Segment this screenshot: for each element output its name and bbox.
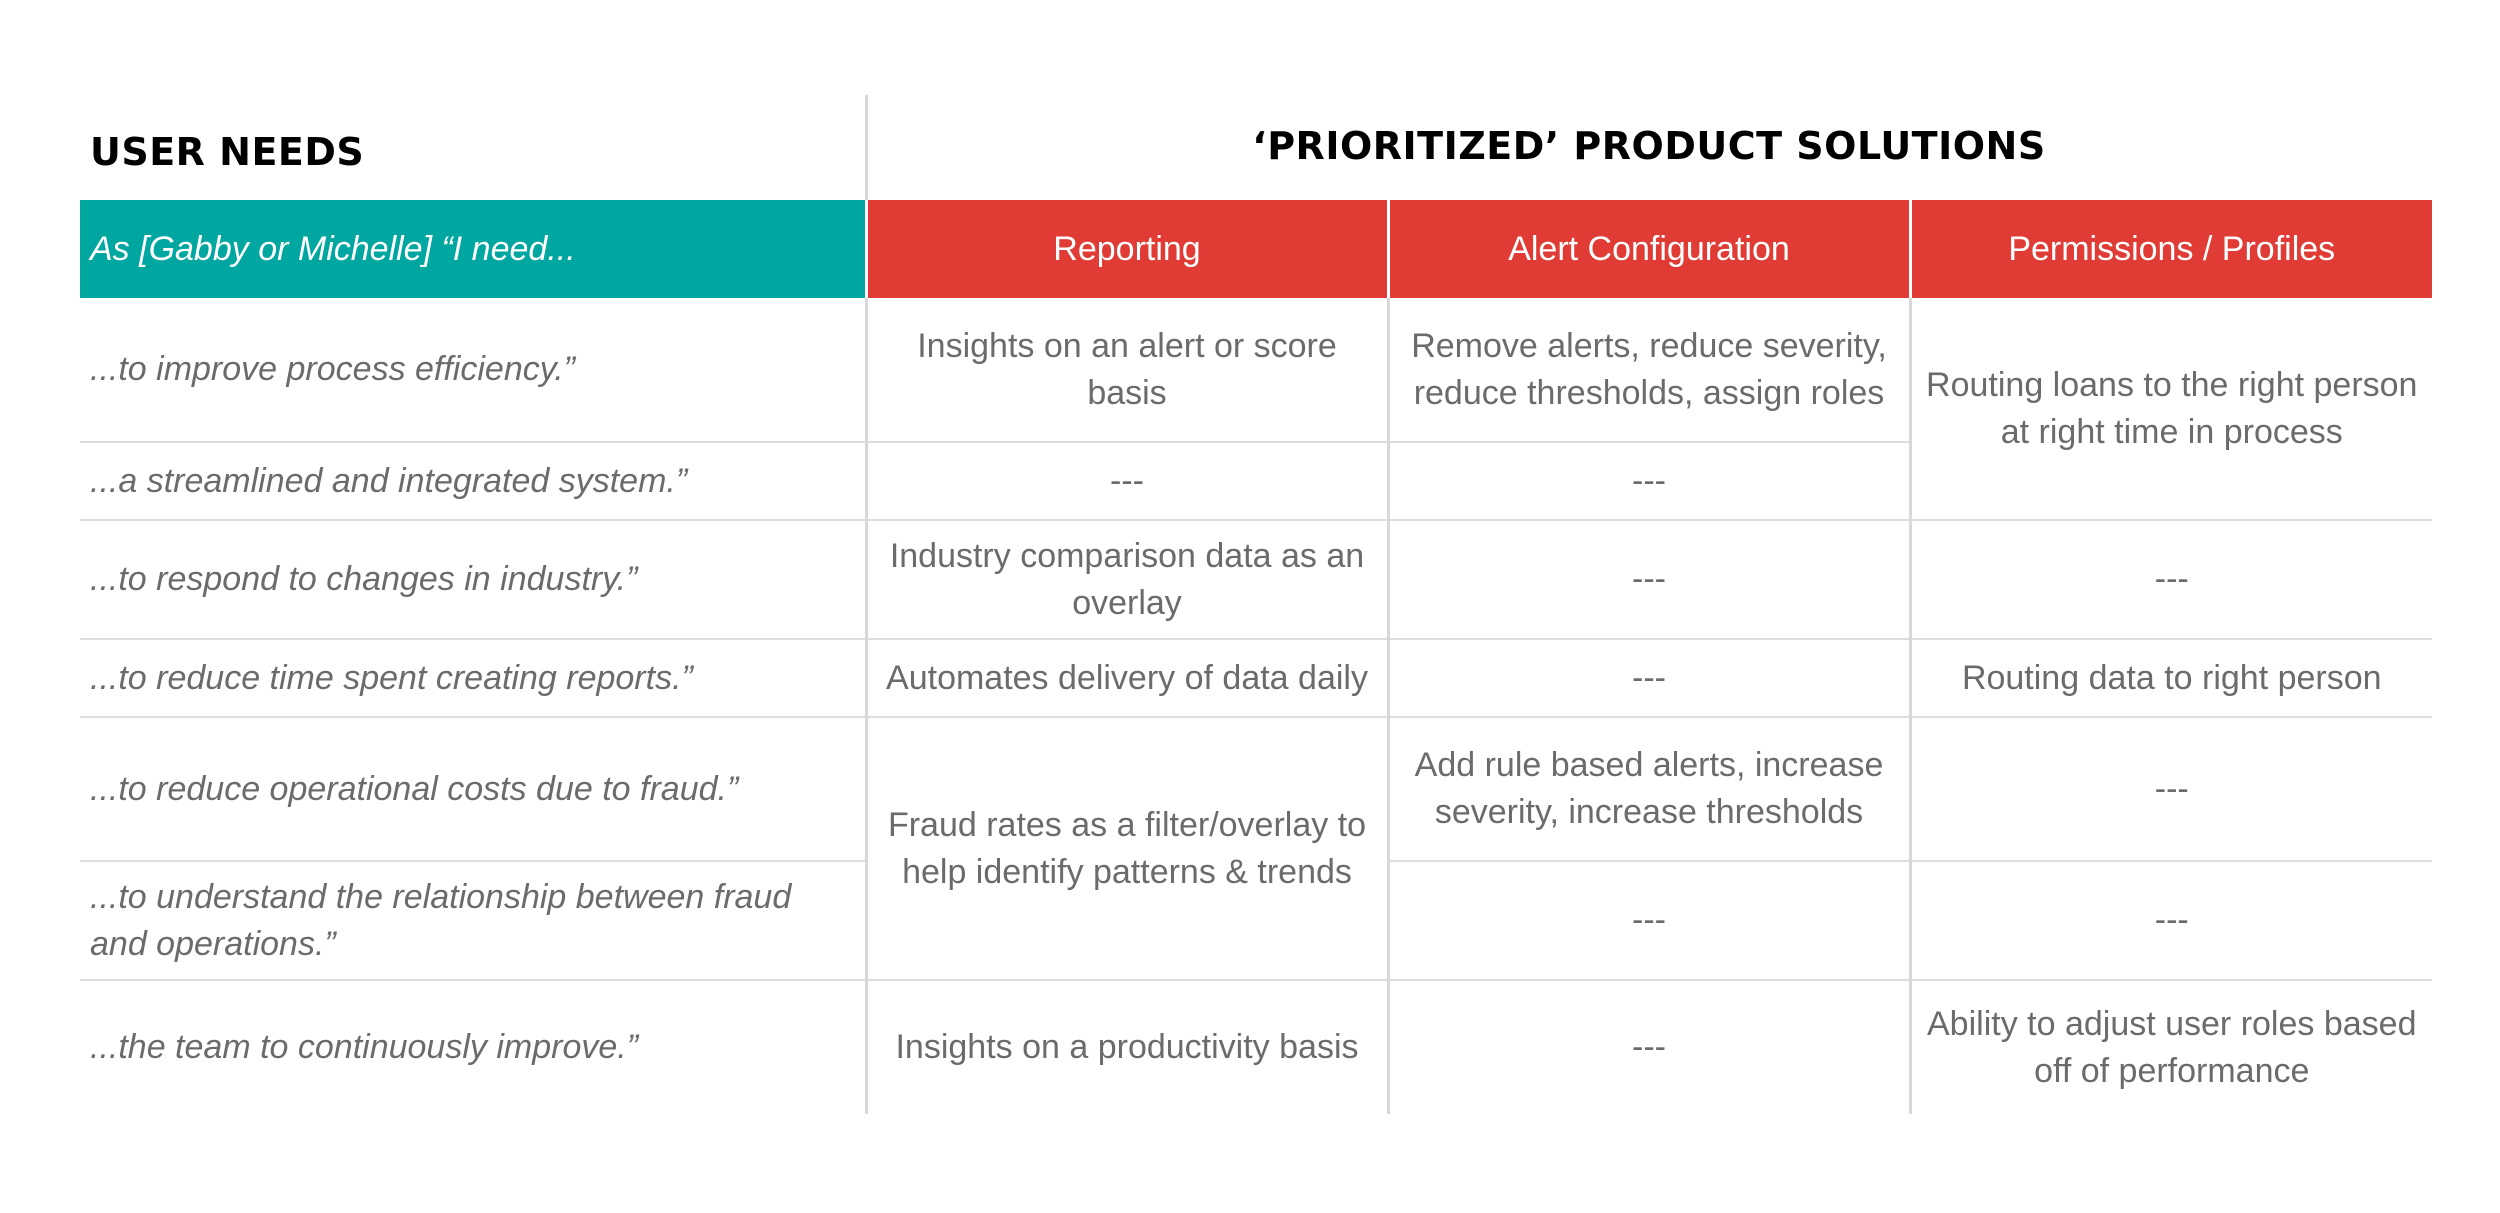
permissions-cell: ---: [1910, 717, 2432, 861]
alert-cell: ---: [1388, 639, 1910, 717]
alert-cell: ---: [1388, 861, 1910, 980]
table-row: [80, 639, 2432, 717]
need-cell: ...to respond to changes in industry.”: [80, 520, 866, 639]
table-row: [80, 717, 2432, 861]
heading-divider: [865, 95, 868, 200]
product-solutions-heading: ‘PRIORITIZED’ PRODUCT SOLUTIONS: [1252, 124, 2046, 168]
alert-cell: Add rule based alerts, increase severity, increase thresholds: [1388, 717, 1910, 861]
header-cell-reporting: Reporting: [866, 200, 1388, 298]
reporting-cell: Insights on an alert or score basis: [866, 298, 1388, 442]
header-cell-permissions-profiles: Permissions / Profiles: [1910, 200, 2432, 298]
reporting-cell: ---: [866, 442, 1388, 520]
header-cell-alert-configuration: Alert Configuration: [1388, 200, 1910, 298]
permissions-cell: Routing data to right person: [1910, 639, 2432, 717]
permissions-cell: Ability to adjust user roles based off of performance: [1910, 980, 2432, 1114]
need-cell: ...the team to continuously improve.”: [90, 1028, 639, 1066]
alert-cell: ---: [1388, 980, 1910, 1114]
table-header-row: [80, 200, 2432, 298]
need-cell: ...to improve process efficiency.”: [80, 298, 866, 442]
reporting-cell: Insights on a productivity basis: [866, 980, 1388, 1114]
need-cell: ...to understand the relationship between fraud and operations.”: [80, 861, 866, 980]
need-cell: ...a streamlined and integrated system.”: [80, 442, 866, 520]
alert-cell: Remove alerts, reduce severity, reduce thresholds, assign roles: [1388, 298, 1910, 442]
alert-cell: ---: [1388, 442, 1910, 520]
permissions-cell: Routing loans to the right person at right time in process: [1910, 298, 2432, 520]
table-row: [80, 298, 2432, 442]
reporting-cell: Automates delivery of data daily: [866, 639, 1388, 717]
reporting-cell: Fraud rates as a filter/overlay to help identify patterns & trends: [866, 717, 1388, 980]
needs-solutions-table: [80, 200, 2432, 1114]
alert-cell: ---: [1388, 520, 1910, 639]
table-row: [80, 520, 2432, 639]
reporting-cell: Industry comparison data as an overlay: [866, 520, 1388, 639]
header-cell-need: As [Gabby or Michelle] “I need...: [80, 200, 866, 298]
need-cell: ...to reduce time spent creating reports.”: [80, 639, 866, 717]
permissions-cell: ---: [1910, 520, 2432, 639]
table-row: [80, 980, 2432, 1114]
user-needs-heading: USER NEEDS: [90, 130, 365, 174]
need-cell: ...to reduce operational costs due to fraud.”: [80, 717, 866, 861]
permissions-cell: ---: [1910, 861, 2432, 980]
